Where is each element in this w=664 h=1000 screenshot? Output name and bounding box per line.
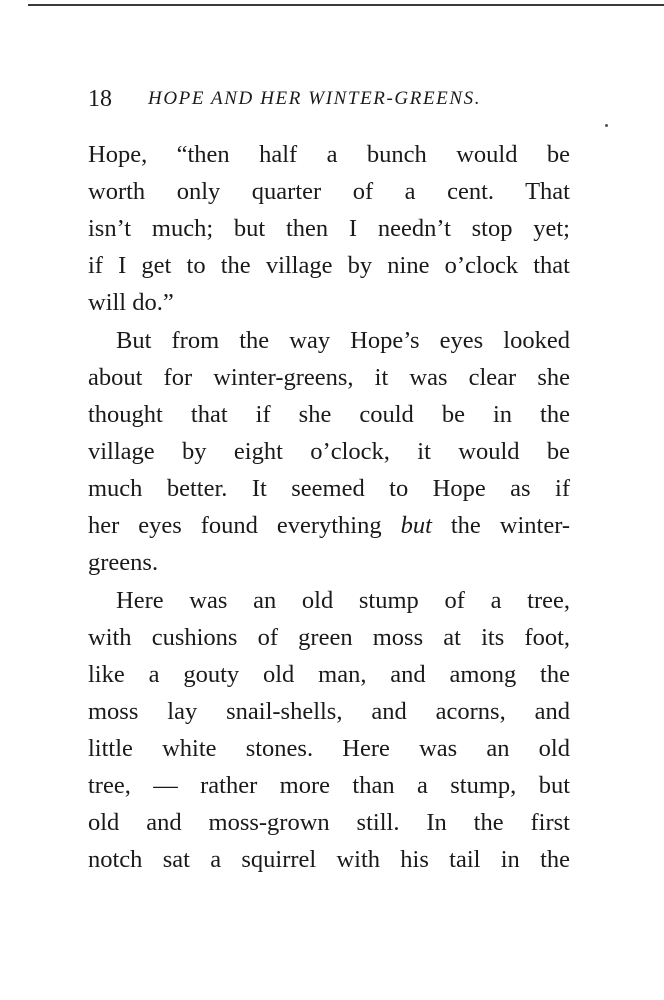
text-line: old and moss-grown still. In the first	[88, 809, 570, 836]
text-line: much better. It seemed to Hope as if	[88, 475, 570, 502]
text-line: tree, — rather more than a stump, but	[88, 772, 570, 799]
text-line: will do.”	[88, 289, 174, 316]
text-line: isn’t much; but then I needn’t stop yet;	[88, 215, 570, 242]
running-title: HOPE AND HER WINTER-GREENS.	[148, 88, 482, 109]
print-speck	[605, 124, 608, 127]
text-line: Here was an old stump of a tree,	[116, 587, 570, 614]
text-line: notch sat a squirrel with his tail in the	[88, 846, 570, 873]
text-line: like a gouty old man, and among the	[88, 661, 570, 688]
top-border-rule	[28, 4, 664, 6]
page-number: 18	[88, 86, 112, 112]
text-line: about for winter-greens, it was clear she	[88, 364, 570, 391]
text-segment: the winter-	[450, 512, 571, 539]
text-line: moss lay snail-shells, and acorns, and	[88, 698, 570, 725]
text-line: But from the way Hope’s eyes looked	[116, 327, 570, 354]
text-line: thought that if she could be in the	[88, 401, 570, 428]
text-segment: her eyes found everything	[88, 512, 382, 539]
text-line: village by eight o’clock, it would be	[88, 438, 570, 465]
italic-word: but	[400, 512, 432, 539]
text-line: little white stones. Here was an old	[88, 735, 570, 762]
text-line: greens.	[88, 549, 159, 576]
text-line: worth only quarter of a cent. That	[88, 178, 570, 205]
text-line	[88, 509, 570, 543]
text-line: if I get to the village by nine o’clock that	[88, 252, 570, 279]
text-line: Hope, “then half a bunch would be	[88, 141, 570, 168]
text-line: with cushions of green moss at its foot,	[88, 624, 570, 651]
running-head	[88, 84, 578, 114]
